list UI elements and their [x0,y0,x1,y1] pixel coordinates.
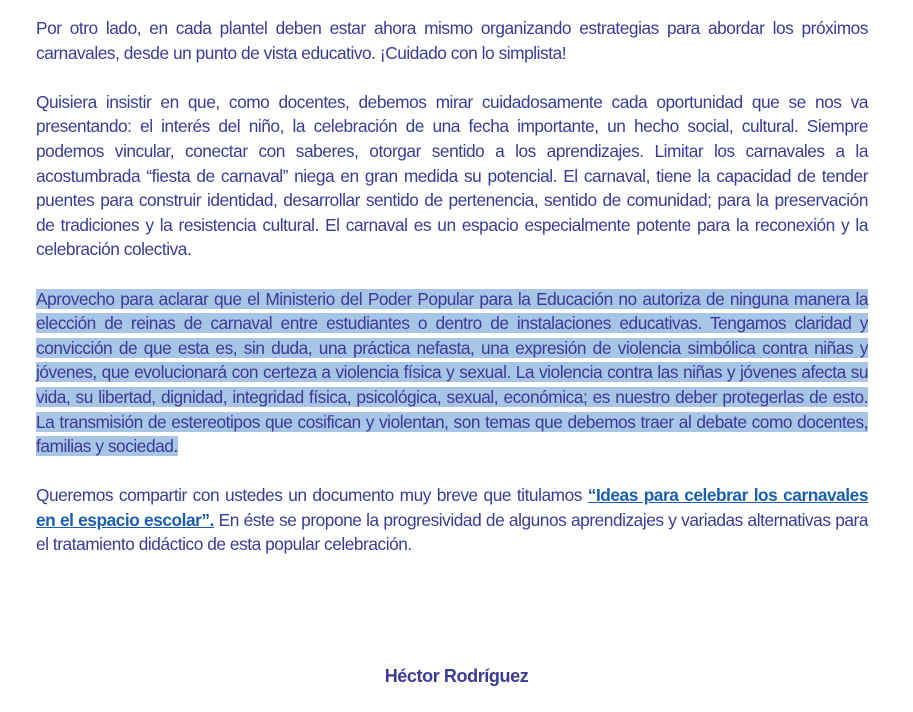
author-signature: Héctor Rodríguez [384,666,529,686]
paragraph-4-intro: Queremos compartir con ustedes un documento muy breve que titulamos [36,485,588,506]
document-body [36,16,868,582]
paragraph-4 [36,483,868,557]
paragraph-4-rest: En éste se propone la progresividad de algunos aprendizajes y variadas alternativas para el tratamiento didáctico de esta popular celebración. [36,509,868,555]
document-link[interactable]: “Ideas para celebrar los carnavales en el espacio escolar”. [36,485,868,530]
paragraph-2: Quisiera insistir en que, como docentes, debemos mirar cuidadosamente cada oportunidad que se nos va presentando: el interés del niño, la celebración de una fecha importante, un hecho social, cultural. Siempre podemos vincular, conectar con saberes, otorgar sentido a los aprendizajes. Limitar los carnavales a la acostumbrada “fiesta de carnaval” niega en gran medida su potencial. El carnaval, tiene la capacidad de tender puentes para construir identidad, desarrollar sentido de pertenencia, sentido de comunidad; para la preservación de tradiciones y la resistencia cultural. El carnaval es un espacio especialmente potente para la reconexión y la celebración colectiva. [36,91,868,260]
paragraph-1: Por otro lado, en cada plantel deben estar ahora mismo organizando estrategias para abordar los próximos carnavales, desde un punto de vista educativo. ¡Cuidado con lo simplista! [36,18,868,63]
selected-text[interactable]: Aprovecho para aclarar que el Ministerio del Poder Popular para la Educación no autoriza de ninguna manera la elección de reinas de carnaval entre estudiantes o dentro de instalaciones educativas. Tengamos claridad y convicción de que esta es, sin duda, una práctica nefasta, una expresión de violencia simbólica contra niñas y jóvenes, que evolucionará con certeza a violencia física y sexual. La violencia contra las niñas y jóvenes afecta su vida, su libertad, dignidad, integridad física, psicológica, sexual, económica; es nuestro deber protegerlas de esto. La transmisión de estereotipos que cosifican y violentan, son temas que debemos traer al debate como docentes, familias y sociedad. [36,288,868,457]
paragraph-3-highlighted[interactable] [36,287,868,459]
